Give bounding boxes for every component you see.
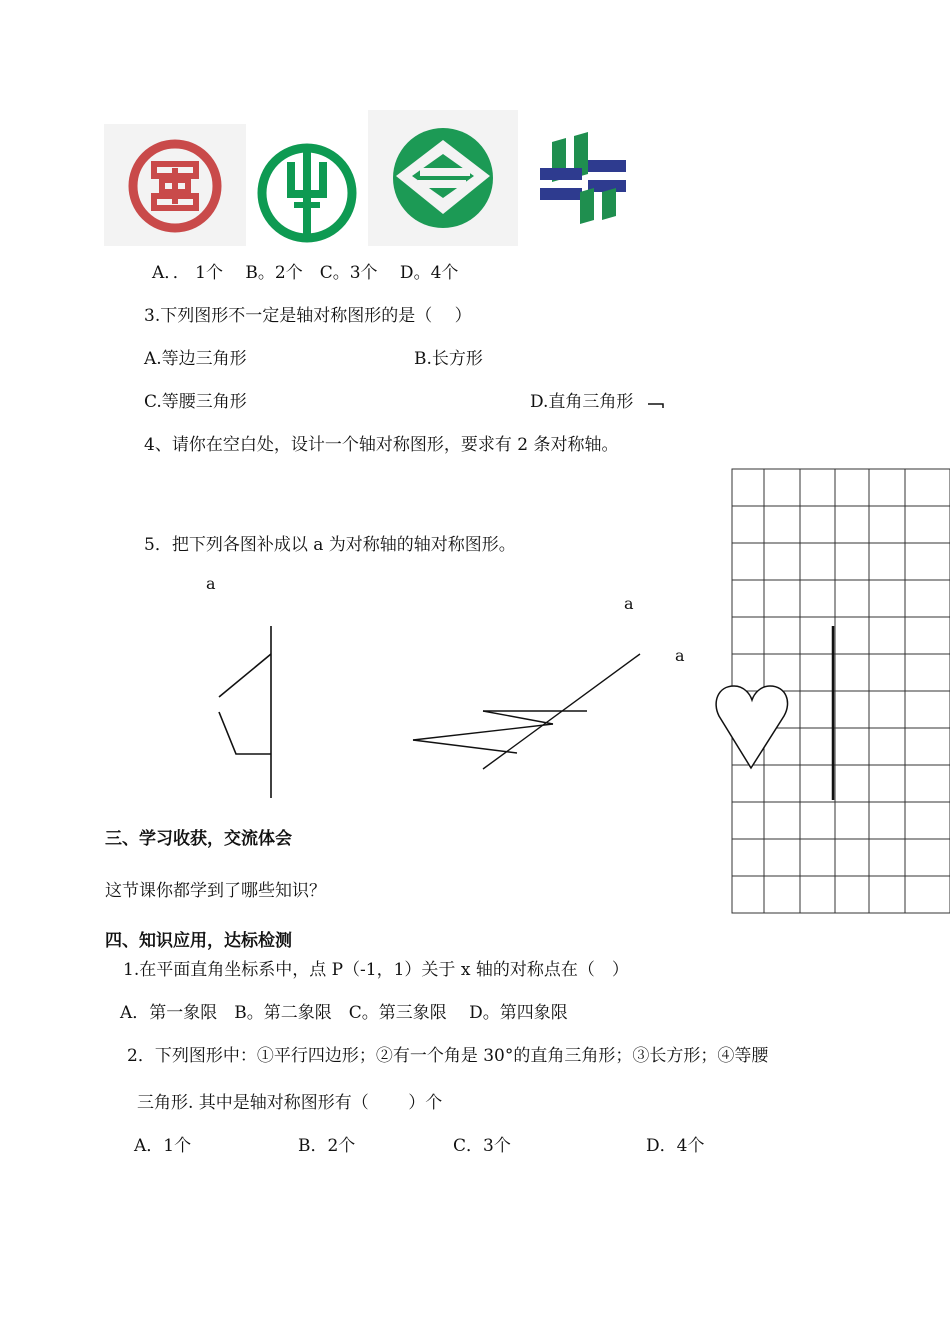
- abc-logo-icon: [254, 140, 360, 246]
- s4-q2-stem-line1: 2．下列图形中：①平行四边形；②有一个角是 30°的直角三角形；③长方形；④等腰: [127, 1046, 769, 1066]
- section-4-heading: 四、知识应用，达标检测: [105, 931, 292, 951]
- cbc-logo-icon: [530, 130, 640, 240]
- axis-label-3: a: [675, 646, 685, 665]
- s4-q2-stem-line2: 三角形. 其中是轴对称图形有（ ）个: [137, 1093, 443, 1113]
- s4-q2-option-d: D．4个: [646, 1136, 705, 1156]
- figure-1: [200, 620, 290, 810]
- small-corner-mark: [646, 396, 666, 408]
- s4-q2-option-a: A．1个: [134, 1136, 192, 1156]
- q5-stem: 5．把下列各图补成以 a 为对称轴的轴对称图形。: [144, 535, 516, 555]
- logo-abc: [254, 140, 360, 246]
- q3-option-d: D.直角三角形: [530, 392, 634, 412]
- s4-q1-stem: 1.在平面直角坐标系中，点 P（-1，1）关于 x 轴的对称点在（ ）: [123, 960, 629, 980]
- figure-2: [405, 648, 650, 778]
- figure-3-axis: [830, 626, 838, 802]
- figure-3-heart: [714, 680, 794, 775]
- q3-option-b: B.长方形: [414, 349, 483, 369]
- axis-label-2: a: [624, 594, 634, 613]
- section-3-heading: 三、学习收获，交流体会: [105, 829, 292, 849]
- icbc-logo-icon: [104, 124, 246, 246]
- green-diamond-logo-icon: [368, 110, 518, 246]
- section-3-prompt: 这节课你都学到了哪些知识？: [105, 881, 326, 901]
- logo-cbc: [530, 130, 640, 240]
- s4-q1-options: A．第一象限 B。第二象限 C。第三象限 D。第四象限: [120, 1003, 568, 1023]
- s4-q2-option-b: B．2个: [298, 1136, 356, 1156]
- q3-stem: 3.下列图形不一定是轴对称图形的是（ ）: [144, 306, 472, 326]
- q4-stem: 4、请你在空白处，设计一个轴对称图形，要求有 2 条对称轴。: [144, 435, 619, 455]
- s4-q2-option-c: C．3个: [453, 1136, 511, 1156]
- q3-option-c: C.等腰三角形: [144, 392, 247, 412]
- logo-bank-green: [368, 110, 518, 246]
- q2-options: A．． 1个 B。2个 C。3个 D。4个: [152, 263, 459, 283]
- axis-label-1: a: [206, 574, 216, 593]
- q3-option-a: A.等边三角形: [144, 349, 247, 369]
- logo-icbc: [104, 124, 246, 246]
